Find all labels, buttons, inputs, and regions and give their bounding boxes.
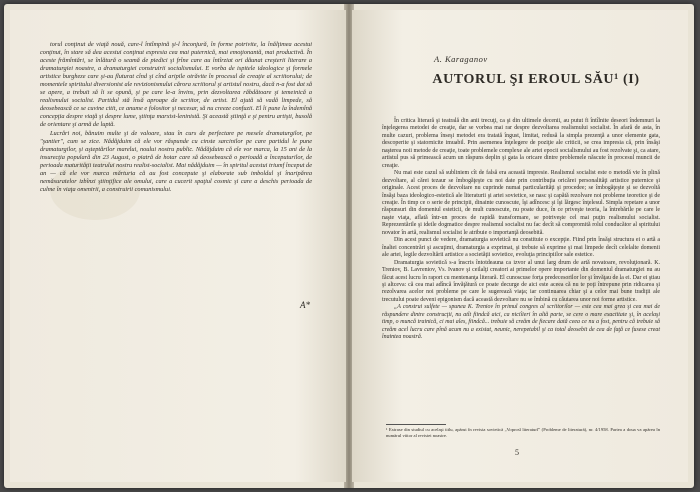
body-paragraph: Nu mai este cazul să subliniem cît de falsă era această impresie. Realismul socialist este o metodă vie în plină dezvoltare, al cărei tezaur se îmbogăţeşte cu noi date prin contribuţia oricărei personalităţi artistice puternice şi originale. Acest proces de dezvoltare nu cuprinde numai particularităţi şi procedee; se îmbogăţeşte şi se dezvoltă însăşi baza ideologico-estetică ale literaturii şi artei sovietice, se nasc şi capătă rezolvare noi probleme teoretice şi de creaţie. În timp ce o serie de principii, dinainte cunoscute, îşi adîncesc şi îşi lărgesc înţelesul. Simpla repetare a unor răspunsuri din domeniul esteticii, de mult cunoscute, nu poate duce, în ce priveşte teoria, la întrebările pe care le naşte viaţa, aflată într-un proces de rapidă transformare, se potriveşte cel mai puţin realismului socialist. Reprezentările şi ideile dogmatice despre realismul socialist nu fac decît să compromită rolul conducător al spiritului novator în artă, realismul socialist le atribuie o importanţă deosebită.	[382, 170, 660, 236]
article-body	[382, 118, 660, 342]
left-paragraph: Lucrări noi, bănuim multe şi de valoare, stau în curs de perfectare pe mesele dramaturgilor, pe "şantier", cum se zice. Nădăjduim că ele vor răspunde cu cinste sarcinilor pe care partidul le pune dramaturgilor, şi aşteptărilor marelui, noului nostru public. Nădăjduim că ele vor marca, la 15 ani de la insurecţia populară din 23 August, o piatră de hotar care să deosebească o perioadă a începuturilor, de perioada maturităţii teatrului nostru realist-socialist. Mai nădăjduim — în spiritul acestui triumf început de an — că ele vor marca mărturia că au fost concepute şi elaborate sub imboldul şi înaripărea nemăsuratelor izbînzi ştiinţifice ale omului, care a cucerit spaţiul cosmic şi care a deschis perioada de culme în viaţa omenirii, a construirii comunismului.	[40, 129, 312, 193]
article-author: A. Karaganov	[434, 54, 488, 64]
left-page-text	[40, 41, 312, 194]
footnote-rule	[386, 424, 446, 425]
page-number: 5	[515, 448, 519, 457]
body-paragraph: Din acest punct de vedere, dramaturgia sovietică nu constituie o excepţie. Fiind prin însăşi structura ei o artă a înaltei concentrări şi ascuţimi, dramaturgia a exprimat, şi trebuie să exprime şi mai limpede decît celelalte domenii ale artei, legile dezvoltării artistice a societăţii sovietice, evoluţia principiilor sale estetice.	[382, 237, 660, 259]
author-signature: A*	[300, 300, 310, 310]
left-paragraph: torul conţinut de viaţă nouă, care-l întîmpină şi-l înconjură, în forme potrivite, la înălţimea acestui conţinut, în stare să dea acestui conţinut expresia cea mai puternică, mai emoţionantă, mai productivă. În aceste frămîntări, se înlătură o seamă de piedici şi frîne care au întîrziat ori dăunat creşterii literare a dramaturgiei noastre, a dramaturgiei construirii socialismului. E vorba de ispitele ideologice şi formele artistice burgheze care şi-au fluturat cînd şi cînd aripile otrăvite în procesul de creaţie al scriitorului; de momentele spiritului diversionist ale revizionismului cărora scriitorul şi artistul nostru, dacă n-a fost dat să se apere, a trebuit să îi se opună, şi pe care le-a învins, prin dezvoltarea răbdătoare şi temeinică a realismului socialist. Partidul stă însă aproape de scriitor, de artist. El ajută să vadă limpede, să deosebească ce se cuvine citit, ce anume e folositor şi necesar, să nu creeze confuzii. El îi pune la îndemînă concepţia despre viaţă şi despre lume, ştiinţa marxist-leninistă. Şi această ştiinţă e şi pentru artişti, busolă de orientare şi armă de luptă.	[40, 41, 312, 129]
left-page	[10, 10, 346, 482]
body-paragraph: În critica literară şi teatrală din anii trecuţi, ca şi din ultimele decenii, au putut fi întîlnite deseori îndemnuri la înţelegerea metodei de creaţie, dar se vorbea mai rar despre dezvoltarea realismului socialist. În afară de asta, în multe cazuri, problema înseşi metodei era tratată îngust, limitat, redusă la simpla prezenţă a unor elemente gata, descoperite şi statornicite imuabil. Prin asemenea înţelegere de poziţie ale criticii, se crea impresia că, prin însăşi naşterea noii metode de creaţie, toate problemele complexe ale artei epocii socialismului au fost rezolvate şi, ca atare, artistul pus să primească acum un răspuns deplin şi gata la oricare dintre problemele născute în procesul muncii de creaţie.	[382, 118, 660, 169]
article-title: AUTORUL ŞI EROUL SĂU¹ (I)	[432, 72, 640, 87]
quote-paragraph: „A construi sulfete — spunea K. Treniov în primul congres al scriitorilor — este cea mai grea şi cea mai de răspundere dintre construcţii, nu atît fiindcă aici, ca niciîieri în altă parte, se cere o mare exactitate şi, în acelaşi timp, o muncă trainică, ci mai ales, fiindcă... trebuie să creăm de fiecare dată ceea ce nu a fost, pentru că trebuie să creăm acel lucru care pînă acum nu a existat, neunic, nerepetabil şi ca total deosebit de cea de faţă ce fusese creat înaintea noastră.	[382, 304, 660, 341]
book-spread	[4, 4, 694, 488]
right-page	[352, 10, 688, 482]
footnote: ¹ Extrase din studiul cu acelaşi titlu, apărut în revista sovietică „Voprosî literaturî” (Probleme de literatură), nr. 4/1958. Partea a doua va apărea în numărul viitor al revistei noastre.	[386, 427, 660, 438]
body-paragraph: Dramaturgia sovietică s-a înscris întotdeauna ca izvor al unui larg drum de artă novatoare, revoluţionară. K. Treniov, B. Lavreniov, Vs. Ivanov şi ceilalţi creatori ai primelor opere importante din domeniul dramaturgiei nu au făcut acest lucru în raport cu mentenanţa literară. El cunoscuse forţa predecesorilor lor şi învăţau de la ei. Dar ei ştiau şi altceva: că cea mai adîncă învăţătură ce poate decurge de aici este aceea că nu te poţi întrepune prin ridicarea şi rezolvarea acelor noi probleme pe care le sugerează viaţa; iar continuarea chiar şi a celor mai bune tradiţii ale trecutului poate deveni epigonism dacă această dezvoltare nu se îmbină cu căutarea unor noi forme artistice.	[382, 259, 660, 303]
